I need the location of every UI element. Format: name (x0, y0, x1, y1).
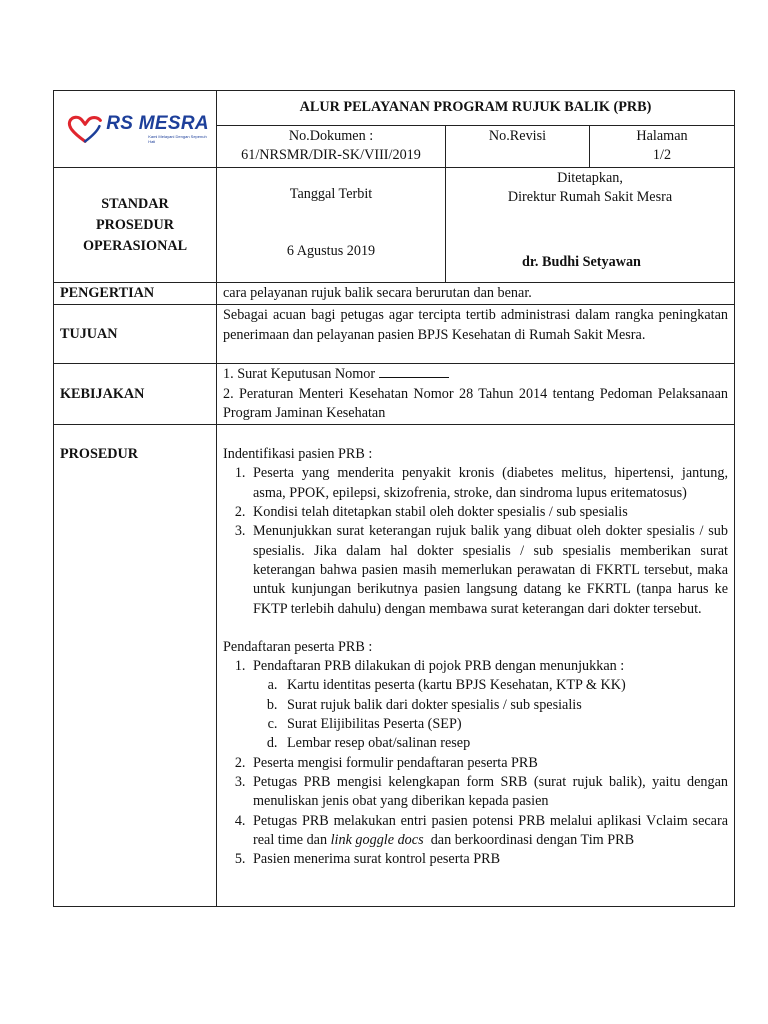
list-item: 3. Menunjukkan surat keterangan rujuk balik yang dibuat oleh dokter spesialis / sub spesialis. Jika dalam hal dokter spesialis / sub spesialis memberikan surat keterangan bahwa pasien masih memerlukan perawatan di FKRTL tersebut, maka untuk kunjungan berikutnya pasien langsung datang ke FKRTL (tanpa harus ke FKTP terlebih dahulu) dengan membawa surat keterangan dari dokter tersebut. (249, 522, 728, 618)
kebijakan-item-2: 2. Peraturan Menteri Kesehatan Nomor 28 Tahun 2014 tentang Pedoman Pelaksanaan Program Jaminan Kesehatan (223, 385, 728, 421)
list-item: 5. Pasien menerima surat kontrol peserta PRB (249, 850, 728, 869)
sop-line-2: PROSEDUR (95, 216, 175, 233)
blank-underline (379, 365, 449, 378)
list-item: 3. Petugas PRB mengisi kelengkapan form SRB (surat rujuk balik), yaitu dengan menuliskan jenis obat yang diberikan kepada pasien (249, 773, 728, 812)
logo-name: RS MESRA (106, 113, 209, 134)
approval-cell (446, 168, 735, 283)
list-item: 1. Peserta yang menderita penyakit kronis (diabetes melitus, hipertensi, jantung, asma, PPOK, epilepsi, skizofrenia, stroke, dan sindroma lupus eritematosus) (249, 464, 728, 503)
section-pendaftaran-title: Pendaftaran peserta PRB : (223, 638, 373, 655)
kebijakan-label: KEBIJAKAN (54, 364, 217, 425)
google-docs-link[interactable]: link goggle docs (330, 831, 424, 848)
sublist-item: c. Surat Elijibilitas Peserta (SEP) (281, 715, 728, 734)
logo-cell (54, 91, 217, 168)
sop-table (53, 90, 735, 907)
identifikasi-list (223, 464, 728, 618)
list-item: 1. Pendaftaran PRB dilakukan di pojok PRB dengan menunjukkan : a. Kartu identitas peserta (kartu BPJS Kesehatan, KTP & KK) b. Surat rujuk balik dari dokter spesialis / sub spesialis c. Surat Elijibilitas Peserta (SEP) d. Lembar resep obat/salinan resep (249, 657, 728, 753)
pengertian-label: PENGERTIAN (54, 283, 217, 305)
pendaftaran-list (223, 657, 728, 869)
logo-tagline: Kami Melayani Dengan Sepenuh Hati (148, 134, 207, 144)
tujuan-label: TUJUAN (54, 305, 217, 364)
sop-label-cell (54, 168, 217, 283)
sop-line-1: STANDAR (101, 195, 169, 212)
list-item: 4. Petugas PRB melakukan entri pasien potensi PRB melalui aplikasi Vclaim secara real time dan link goggle docs dan berkoordinasi dengan Tim PRB (249, 812, 728, 851)
document-title: ALUR PELAYANAN PROGRAM RUJUK BALIK (PRB) (217, 91, 735, 126)
document-sublist (253, 676, 728, 753)
doc-number-cell (217, 126, 446, 168)
approved-label: Ditetapkan, (557, 170, 623, 186)
doc-number-value: 61/NRSMR/DIR-SK/VIII/2019 (241, 147, 421, 164)
issue-date: 6 Agustus 2019 (286, 243, 376, 260)
sop-line-3: OPERASIONAL (82, 237, 188, 254)
page-cell (590, 126, 735, 168)
doc-number-label: No.Dokumen : (288, 128, 374, 144)
hospital-logo (66, 114, 210, 144)
signer-name: dr. Budhi Setyawan (522, 253, 641, 270)
kebijakan-cell (217, 364, 735, 425)
issue-label: Tanggal Terbit (289, 186, 373, 202)
list-item: 2. Peserta mengisi formulir pendaftaran peserta PRB (249, 754, 728, 773)
prosedur-label: PROSEDUR (54, 425, 217, 907)
page-value: 1/2 (652, 147, 672, 164)
section-identifikasi-title: Indentifikasi pasien PRB : (223, 446, 373, 463)
approved-by: Direktur Rumah Sakit Mesra (507, 189, 673, 206)
revision-label: No.Revisi (488, 128, 547, 144)
page-label: Halaman (636, 128, 688, 144)
tujuan-text: Sebagai acuan bagi petugas agar tercipta tertib administrasi dalam rangka peningkatan penerimaan dan pelayanan pasien BPJS Kesehatan di Rumah Sakit Mesra. (217, 305, 735, 364)
sublist-item: a. Kartu identitas peserta (kartu BPJS Kesehatan, KTP & KK) (281, 676, 728, 695)
revision-cell (446, 126, 590, 168)
prosedur-cell (217, 425, 735, 907)
sublist-item: b. Surat rujuk balik dari dokter spesialis / sub spesialis (281, 696, 728, 715)
list-item: 2. Kondisi telah ditetapkan stabil oleh dokter spesialis / sub spesialis (249, 503, 728, 522)
sublist-item: d. Lembar resep obat/salinan resep (281, 734, 728, 753)
heart-logo-icon (66, 114, 104, 144)
kebijakan-item-1: 1. Surat Keputusan Nomor (223, 365, 728, 384)
issue-date-cell (217, 168, 446, 283)
pengertian-text: cara pelayanan rujuk balik secara berurutan dan benar. (217, 283, 735, 305)
